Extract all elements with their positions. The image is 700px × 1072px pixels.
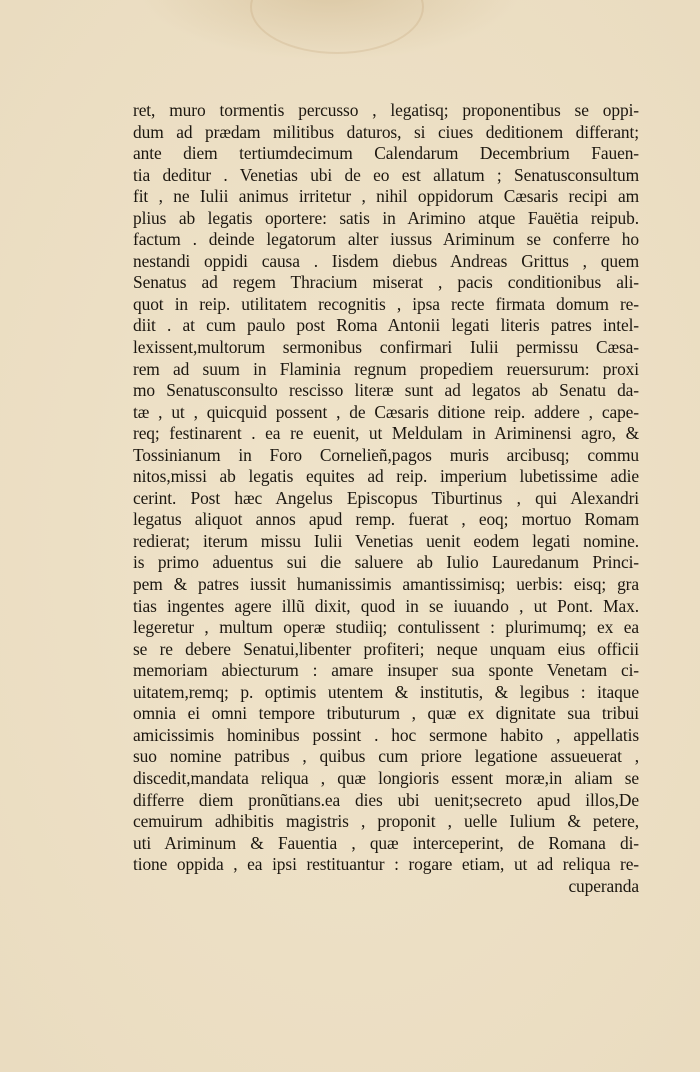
text-line: pem & patres iussit humanissimis amantissimisq; uerbis: eisq; gra — [133, 574, 639, 595]
text-line: mo Senatusconsulto rescisso literæ sunt ad legatos ab Senatu da- — [133, 380, 639, 401]
text-line: se re debere Senatui,libenter profiteri; neque unquam eius officii — [133, 638, 639, 659]
text-line: ret, muro tormentis percusso , legatisq; proponentibus se oppi- — [133, 100, 639, 120]
text-line: memoriam abiecturum : amare insuper sua sponte Venetam ci- — [133, 660, 639, 681]
text-line: uti Ariminum & Fauentia , quæ interceperint, de Romana di- — [133, 832, 639, 853]
text-line: tias ingentes agere illũ dixit, quod in se iuuando , ut Pont. Max. — [133, 595, 639, 616]
text-line: dum ad prædam militibus daturos, si ciues deditionem differant; — [133, 121, 639, 142]
page-stain — [250, 0, 424, 54]
text-line: tia deditur . Venetias ubi de eo est allatum ; Senatusconsultum — [133, 164, 639, 185]
text-line: discedit,mandata reliqua , quæ longioris essent moræ,in aliam se — [133, 767, 639, 788]
text-line: nestandi oppidi causa . Iisdem diebus Andreas Grittus , quem — [133, 250, 639, 271]
text-line: rem ad suum in Flaminia regnum propediem reuersurum: proxi — [133, 358, 639, 379]
text-line: cuperanda — [568, 875, 639, 896]
text-line: cerint. Post hæc Angelus Episcopus Tiburtinus , qui Alexandri — [133, 487, 639, 508]
text-line: fit , ne Iulii animus irritetur , nihil oppidorum Cæsaris recipi am — [133, 186, 639, 207]
text-line: Senatus ad regem Thracium miserat , pacis conditionibus ali- — [133, 272, 639, 293]
text-line: tione oppida , ea ipsi restituantur : rogare etiam, ut ad reliqua re- — [133, 854, 639, 875]
text-line: tæ , ut , quicquid possent , de Cæsaris ditione reip. addere , cape- — [133, 401, 639, 422]
text-line: nitos,missi ab legatis equites ad reip. imperium lubetissime adie — [133, 466, 639, 487]
text-line: differre diem pronũtians.ea dies ubi uenit;secreto apud illos,De — [133, 789, 639, 810]
text-line: amicissimis hominibus possint . hoc sermone habito , appellatis — [133, 724, 639, 745]
text-line: Tossinianum in Foro Cornelieñ,pagos muris arcibusq; commu — [133, 444, 639, 465]
text-line: suo nomine patribus , quibus cum priore legatione assueuerat , — [133, 746, 639, 767]
text-line: omnia ei omni tempore tributurum , quæ ex dignitate sua tribui — [133, 703, 639, 724]
text-line: legeretur , multum operæ studiiq; contulissent : plurimumq; ex ea — [133, 617, 639, 638]
text-line: is primo aduentus sui die saluere ab Iulio Lauredanum Princi- — [133, 552, 639, 573]
text-line: redierat; iterum missu Iulii Venetias uenit eodem legati nomine. — [133, 530, 639, 551]
text-line: plius ab legatis oportere: satis in Arimino atque Fauëtia reipub. — [133, 207, 639, 228]
text-line: req; festinarent . ea re euenit, ut Meldulam in Ariminensi agro, & — [133, 423, 639, 444]
text-line: uitatem,remq; p. optimis utentem & institutis, & legibus : itaque — [133, 681, 639, 702]
text-line: factum . deinde legatorum alter iussus Ariminum se conferre ho — [133, 229, 639, 250]
text-line: lexissent,multorum sermonibus confirmari Iulii permissu Cæsa- — [133, 337, 639, 358]
text-line: legatus aliquot annos apud remp. fuerat , eoq; mortuo Romam — [133, 509, 639, 530]
text-block — [133, 100, 639, 897]
text-line: quot in reip. utilitatem recognitis , ipsa recte firmata domum re- — [133, 293, 639, 314]
text-line: ante diem tertiumdecimum Calendarum Decembrium Fauen- — [133, 143, 639, 164]
text-line: cemuirum adhibitis magistris , proponit , uelle Iulium & petere, — [133, 811, 639, 832]
text-line: diit . at cum paulo post Roma Antonii legati literis patres intel- — [133, 315, 639, 336]
